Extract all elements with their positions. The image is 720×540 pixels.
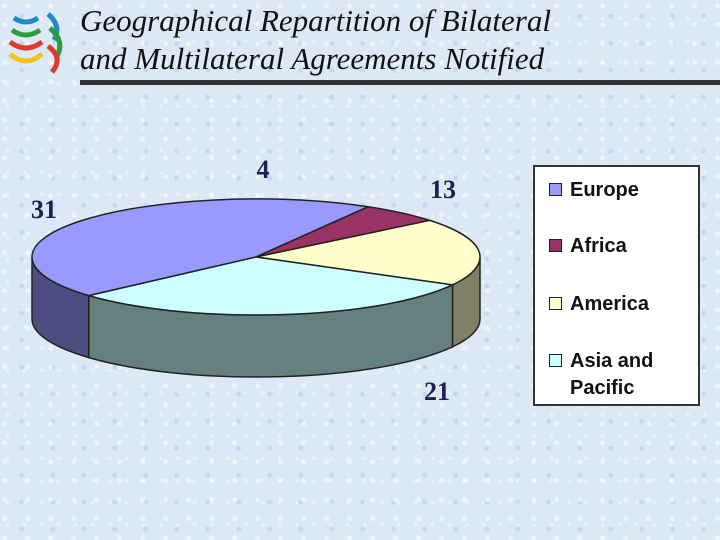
legend-item-africa [549,233,680,260]
title-line-2: and Multilateral Agreements Notified [80,41,545,76]
data-label-europe: 31 [31,195,57,224]
legend-item-america [549,291,680,318]
legend-label-asia-pacific: Asia and Pacific [570,350,654,399]
legend-swatch-america [549,297,562,310]
legend-swatch-asia-pacific [549,354,562,367]
legend-swatch-africa [549,239,562,252]
legend-swatch-europe [549,183,562,196]
chart-legend [533,165,700,406]
data-label-africa: 4 [256,155,270,184]
legend-label-africa: Africa [570,235,627,257]
legend-label-europe: Europe [570,179,639,201]
data-label-asia-pacific: 21 [424,377,450,406]
pie-tops [32,199,480,315]
legend-label-america: America [570,293,649,315]
legend-item-europe [549,177,680,204]
title-line-1: Geographical Repartition of Bilateral [80,3,551,38]
data-label-america: 13 [430,175,456,204]
legend-item-asia-pacific [549,348,680,402]
